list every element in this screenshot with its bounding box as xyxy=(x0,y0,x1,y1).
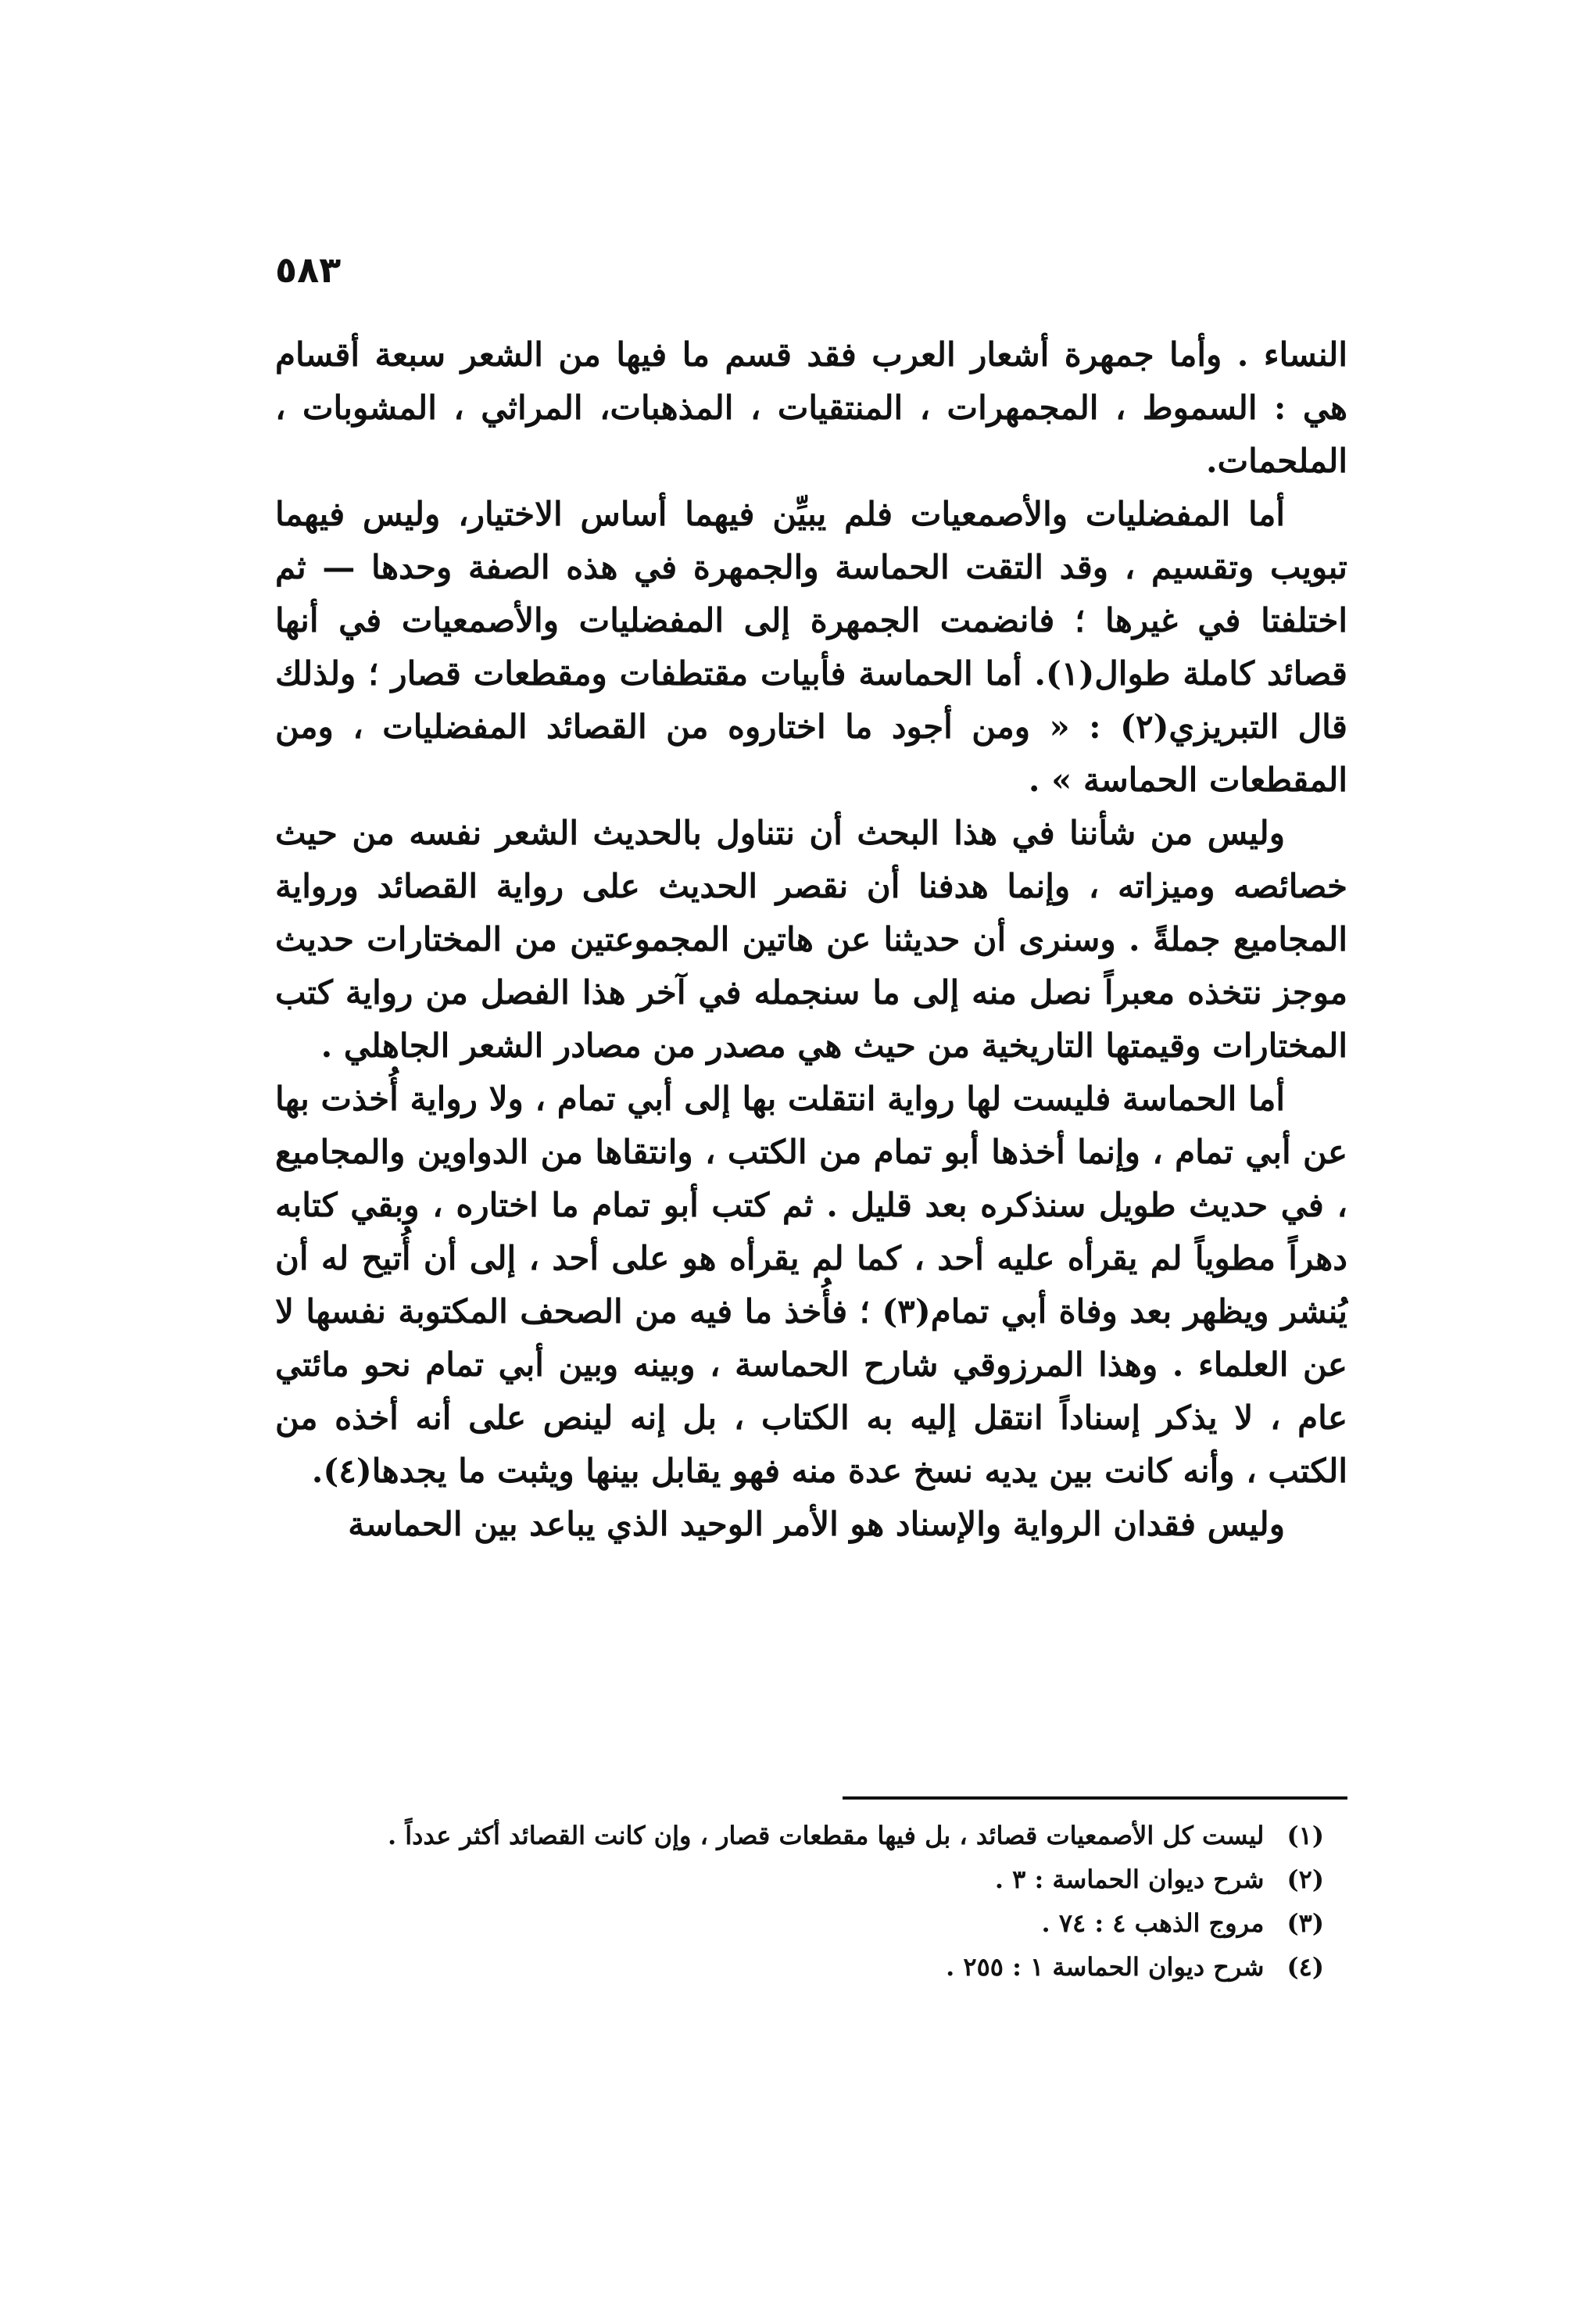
paragraph: وليس من شأننا في هذا البحث أن نتناول بالحديث الشعر نفسه من حيث خصائصه وميزاته ، وإنما هدفنا أن نقصر الحديث على رواية القصائد ورواية المجاميع جملةً . وسنرى أن حديثنا عن هاتين المجموعتين من المختارات حديث موجز نتخذه معبراً نصل منه إلى ما سنجمله في آخر هذا الفصل من رواية كتب المختارات وقيمتها التاريخية من حيث هي مصدر من مصادر الشعر الجاهلي . xyxy=(275,814,1347,1065)
footnote-number: (٣) xyxy=(1286,1908,1324,1938)
footnote-text: شرح ديوان الحماسة : ٣ . xyxy=(994,1864,1265,1894)
footnote-text: شرح ديوان الحماسة ١ : ٢٥٥ . xyxy=(946,1952,1265,1982)
paragraph: النساء . وأما جمهرة أشعار العرب فقد قسم ما فيها من الشعر سبعة أقسام هي : السموط ، المجمهرات ، المنتقيات ، المذهبات، المراثي ، المشوبات ، الملحمات. xyxy=(275,335,1347,480)
paragraph: أما المفضليات والأصمعيات فلم يبيِّن فيهما أساس الاختيار، وليس فيهما تبويب وتقسيم ، وقد التقت الحماسة والجمهرة في هذه الصفة وحدها — ثم اختلفتا في غيرها ؛ فانضمت الجمهرة إلى المفضليات والأصمعيات في أنها قصائد كاملة طوال(١). أما الحماسة فأبيات مقتطفات ومقطعات قصار ؛ ولذلك قال التبريزي(٢) : « ومن أجود ما اختاروه من القصائد المفضليات ، ومن المقطعات الحماسة » . xyxy=(275,495,1347,799)
footnote-text: مروج الذهب ٤ : ٧٤ . xyxy=(1041,1908,1265,1938)
footnote xyxy=(275,1901,1347,1945)
footnote-divider xyxy=(843,1796,1347,1800)
footnote xyxy=(275,1945,1347,1989)
footnote xyxy=(275,1814,1347,1857)
footnotes xyxy=(275,1814,1347,1989)
paragraph: وليس فقدان الرواية والإسناد هو الأمر الوحيد الذي يباعد بين الحماسة xyxy=(348,1505,1285,1543)
footnote-number: (٤) xyxy=(1286,1952,1324,1982)
paragraph: أما الحماسة فليست لها رواية انتقلت بها إلى أبي تمام ، ولا رواية أُخذت بها عن أبي تمام ، وإنما أخذها أبو تمام من الكتب ، وانتقاها من الدواوين والمجاميع ، في حديث طويل سنذكره بعد قليل . ثم كتب أبو تمام ما اختاره ، وبقي كتابه دهراً مطوياً لم يقرأه عليه أحد ، كما لم يقرأه هو على أحد ، إلى أن أُتيح له أن يُنشر ويظهر بعد وفاة أبي تمام(٣) ؛ فأُخذ ما فيه من الصحف المكتوبة نفسها لا عن العلماء . وهذا المرزوقي شارح الحماسة ، وبينه وبين أبي تمام نحو مائتي عام ، لا يذكر إسناداً انتقل إليه به الكتاب ، بل إنه لينص على أنه أخذه من الكتب ، وأنه كانت بين يديه نسخ عدة منه فهو يقابل بينها ويثبت ما يجدها(٤). xyxy=(275,1080,1347,1490)
footnote-number: (١) xyxy=(1286,1821,1324,1850)
footnote xyxy=(275,1857,1347,1901)
page-number: ٥٨٣ xyxy=(275,249,342,291)
footnote-text: ليست كل الأصمعيات قصائد ، بل فيها مقطعات قصار ، وإن كانت القصائد أكثر عدداً . xyxy=(387,1821,1265,1850)
main-text xyxy=(275,328,1347,1551)
footnote-number: (٢) xyxy=(1286,1864,1324,1894)
